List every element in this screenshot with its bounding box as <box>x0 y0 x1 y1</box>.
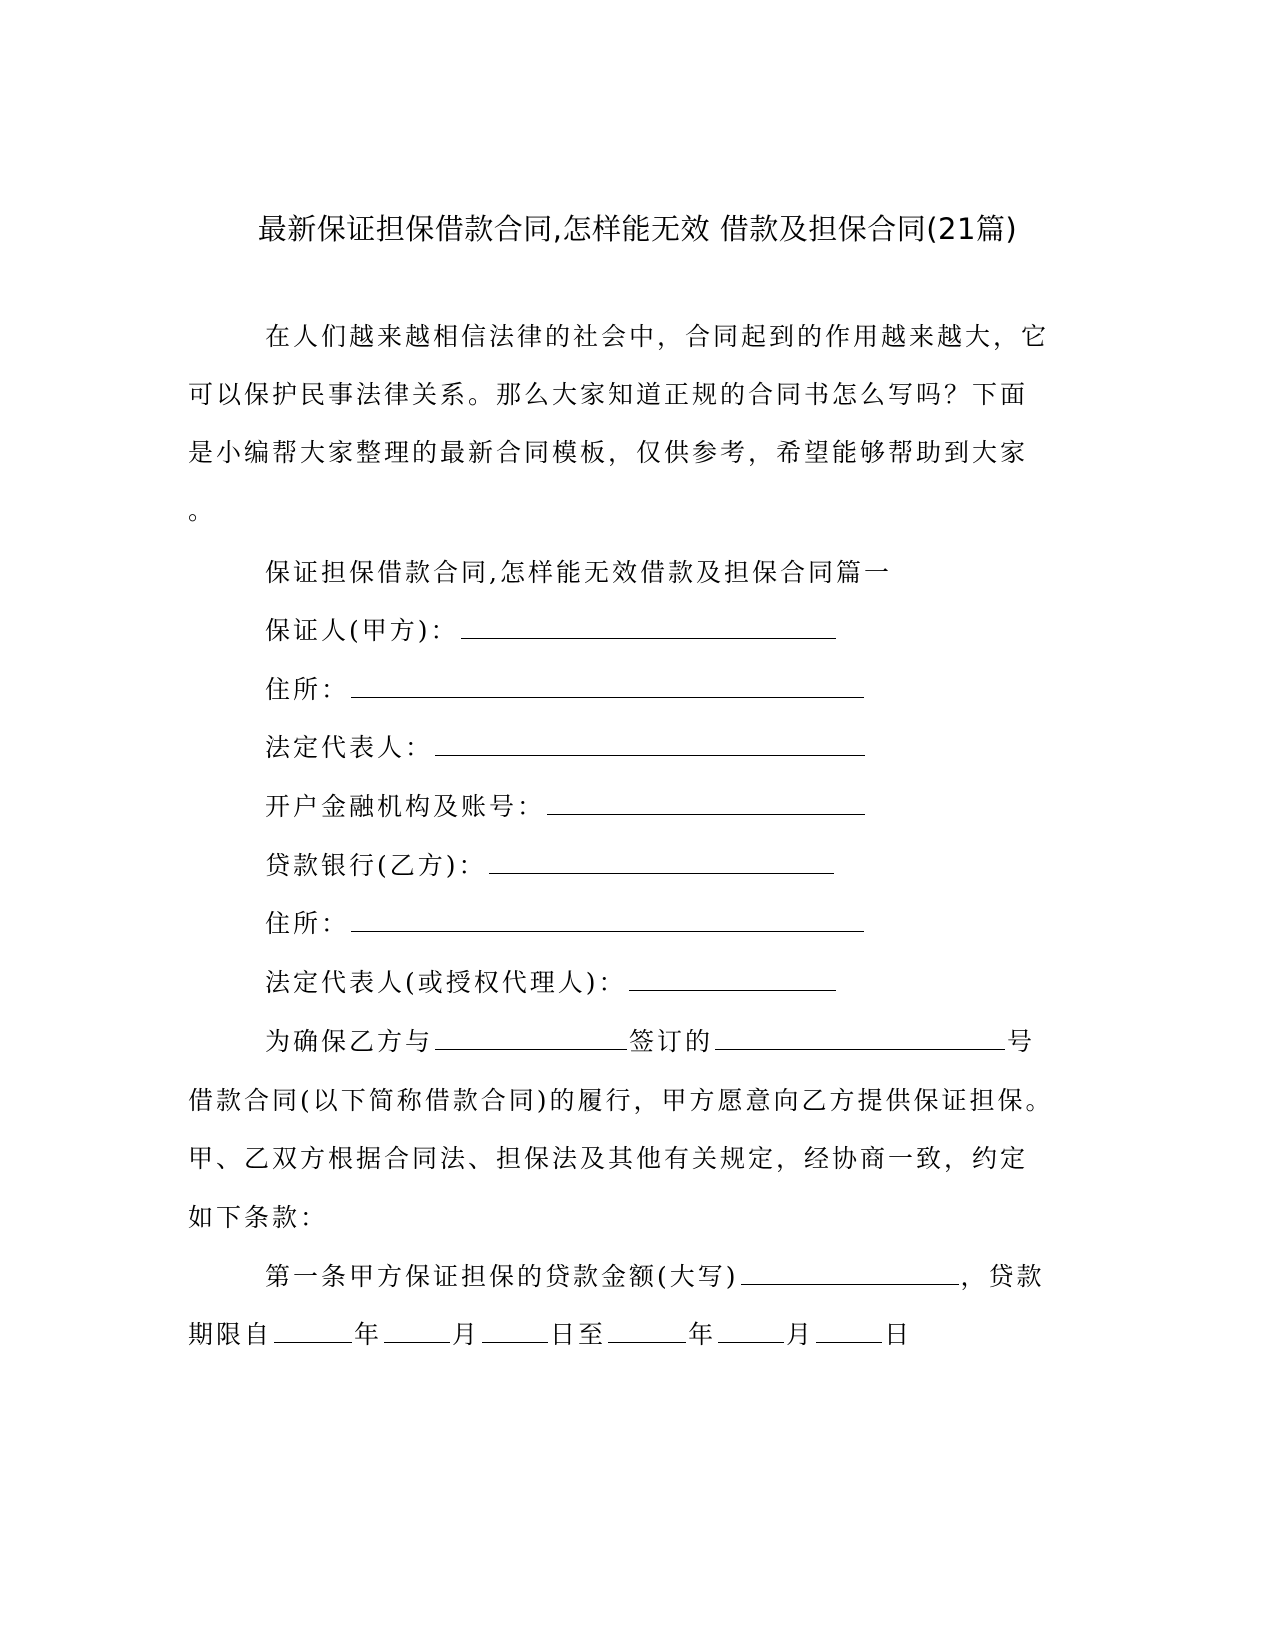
field-address-1-blank <box>351 673 864 698</box>
field-legal-rep-1-blank <box>435 731 865 756</box>
article1-part-a: 第一条甲方保证担保的贷款金额(大写) <box>265 1262 739 1291</box>
field-address-1-label: 住所： <box>265 675 350 704</box>
field-guarantor-label: 保证人(甲方)： <box>265 616 459 645</box>
article1-month2-blank <box>718 1318 784 1343</box>
para1-line-2: 借款合同(以下简称借款合同)的履行，甲方愿意向乙方提供保证担保。 <box>188 1086 1054 1115</box>
field-legal-rep-1 <box>265 731 867 765</box>
article1-year1-blank <box>274 1318 352 1343</box>
field-lender-label: 贷款银行(乙方)： <box>265 851 487 880</box>
article1-amount-blank <box>741 1260 959 1285</box>
para1-blank-1 <box>435 1025 627 1050</box>
article1-line-1 <box>265 1260 1045 1294</box>
field-address-2 <box>265 907 866 941</box>
para1-line-3: 甲、乙双方根据合同法、担保法及其他有关规定，经协商一致，约定 <box>188 1144 1029 1173</box>
article1-line-2 <box>188 1318 912 1352</box>
para1-part-b: 签订的 <box>629 1027 714 1056</box>
article1-day2: 日 <box>884 1320 913 1349</box>
field-bank-account <box>265 790 867 824</box>
intro-line-2: 可以保护民事法律关系。那么大家知道正规的合同书怎么写吗？下面 <box>188 380 1029 409</box>
para1-line-1 <box>265 1025 1035 1059</box>
field-bank-account-blank <box>547 790 865 815</box>
field-legal-rep-1-label: 法定代表人： <box>265 733 434 762</box>
section-heading: 保证担保借款合同,怎样能无效借款及担保合同篇一 <box>265 558 892 587</box>
field-bank-account-label: 开户金融机构及账号： <box>265 792 546 821</box>
article1-year2: 年 <box>688 1320 717 1349</box>
article1-part-b: ，贷款 <box>960 1262 1045 1291</box>
article1-day2-blank <box>816 1318 882 1343</box>
article1-period-label: 期限自 <box>188 1320 273 1349</box>
field-address-1 <box>265 673 866 707</box>
article1-month1-blank <box>384 1318 450 1343</box>
intro-line-3: 是小编帮大家整理的最新合同模板，仅供参考，希望能够帮助到大家 <box>188 438 1029 467</box>
field-legal-rep-2-label: 法定代表人(或授权代理人)： <box>265 968 627 997</box>
field-guarantor-blank <box>461 614 836 639</box>
article1-day1-blank <box>482 1318 548 1343</box>
field-address-2-label: 住所： <box>265 909 350 938</box>
document-title: 最新保证担保借款合同,怎样能无效 借款及担保合同(21篇) <box>257 212 1018 246</box>
field-legal-rep-2-blank <box>629 966 836 991</box>
article1-year2-blank <box>608 1318 686 1343</box>
intro-line-4: 。 <box>188 496 217 525</box>
article1-month1: 月 <box>452 1320 481 1349</box>
field-lender-blank <box>489 849 834 874</box>
article1-year1: 年 <box>354 1320 383 1349</box>
para1-blank-2 <box>715 1025 1005 1050</box>
field-legal-rep-2 <box>265 966 838 1000</box>
article1-month2: 月 <box>786 1320 815 1349</box>
article1-day-to: 日至 <box>550 1320 607 1349</box>
intro-line-1: 在人们越来越相信法律的社会中，合同起到的作用越来越大，它 <box>265 322 1050 351</box>
para1-part-a: 为确保乙方与 <box>265 1027 434 1056</box>
field-guarantor <box>265 614 838 648</box>
field-lender <box>265 849 836 883</box>
para1-line-4: 如下条款： <box>188 1203 329 1232</box>
para1-part-c: 号 <box>1007 1027 1036 1056</box>
field-address-2-blank <box>351 907 864 932</box>
